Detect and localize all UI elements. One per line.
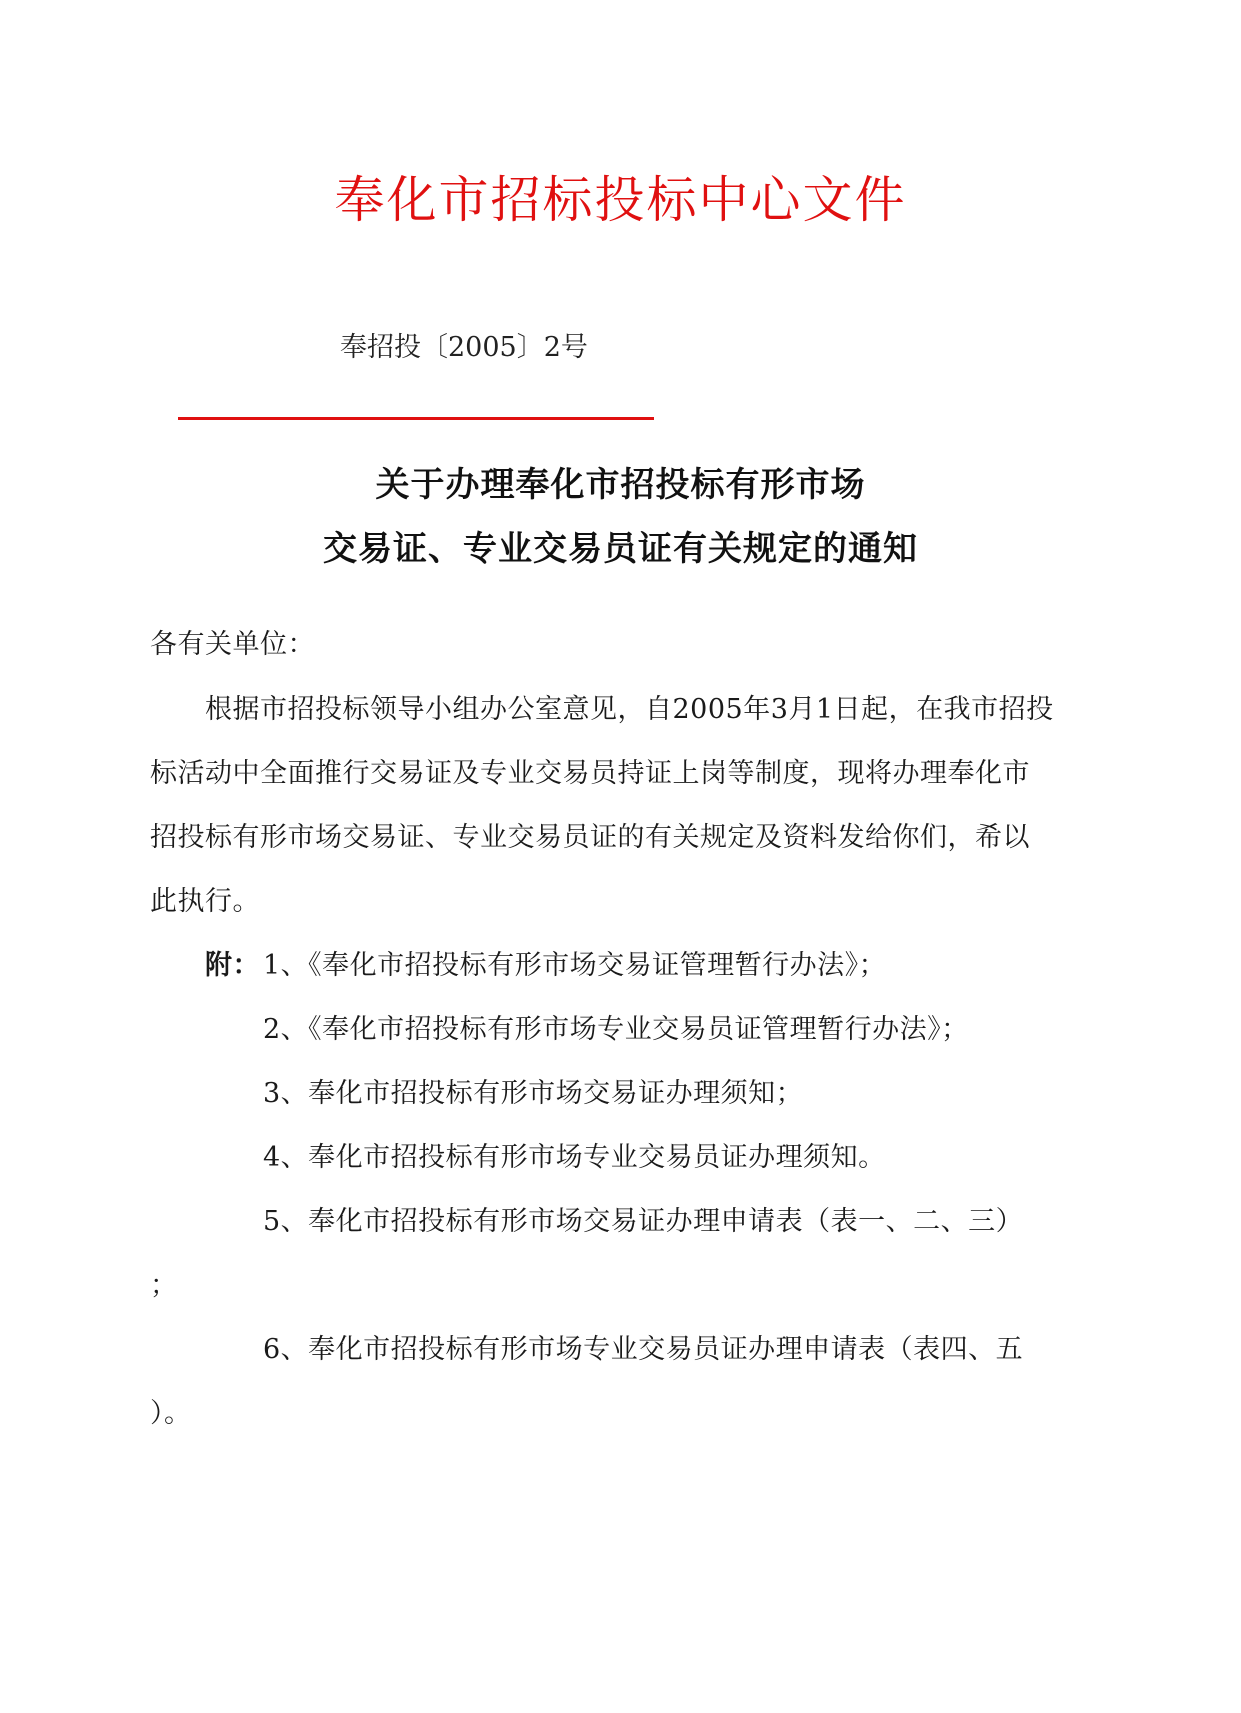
attachment-item-3: 3、奉化市招投标有形市场交易证办理须知；	[263, 1078, 804, 1109]
red-divider-line	[178, 417, 654, 420]
body-paragraph-line-3: 招投标有形市场交易证、专业交易员证的有关规定及资料发给你们，希以	[150, 822, 1030, 853]
attachment-item-4: 4、奉化市招投标有形市场专业交易员证办理须知。	[263, 1142, 886, 1173]
body-paragraph-line-2: 标活动中全面推行交易证及专业交易员持证上岗等制度，现将办理奉化市	[150, 758, 1030, 789]
subject-title-line-1: 关于办理奉化市招投标有形市场	[375, 465, 866, 505]
attachment-item-5: 5、奉化市招投标有形市场交易证办理申请表（表一、二、三）	[263, 1206, 1024, 1237]
document-header-title: 奉化市招标投标中心文件	[334, 171, 907, 229]
subject-title-line-2: 交易证、专业交易员证有关规定的通知	[323, 529, 918, 569]
attachment-item-5-continuation: ；	[150, 1270, 178, 1301]
attachment-item-6: 6、奉化市招投标有形市场专业交易员证办理申请表（表四、五	[263, 1334, 1024, 1365]
attachments-label: 附：	[205, 950, 260, 981]
body-paragraph-line-1: 根据市招投标领导小组办公室意见，自2005年3月1日起，在我市招投	[205, 694, 1054, 725]
salutation: 各有关单位：	[150, 629, 315, 660]
attachment-item-2: 2、《奉化市招投标有形市场专业交易员证管理暂行办法》；	[263, 1014, 969, 1045]
document-number: 奉招投〔2005〕2号	[340, 332, 588, 363]
attachment-item-6-continuation: ）。	[150, 1398, 192, 1429]
body-paragraph-line-4: 此执行。	[150, 886, 260, 917]
attachment-item-1: 1、《奉化市招投标有形市场交易证管理暂行办法》；	[263, 950, 887, 981]
